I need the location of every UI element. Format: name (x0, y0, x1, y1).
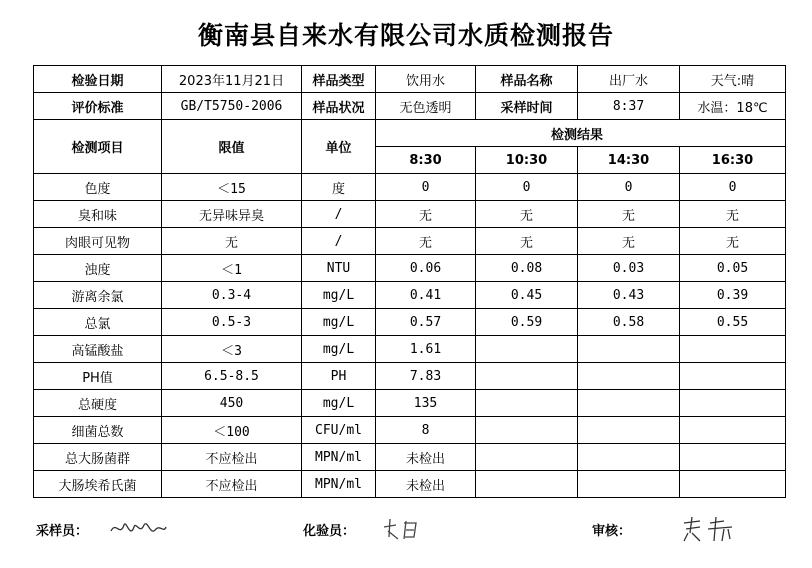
table-row (34, 228, 786, 255)
table-row (34, 444, 786, 471)
result-value-3: 无 (578, 228, 680, 255)
header-time-3: 14:30 (578, 147, 680, 174)
limit-value: 不应检出 (162, 444, 302, 471)
unit-value: mg/L (302, 309, 376, 336)
standard-label: 评价标准 (34, 93, 162, 120)
item-name: 色度 (34, 174, 162, 201)
table-row (34, 336, 786, 363)
result-value-1: 7.83 (376, 363, 476, 390)
sample-status-value: 无色透明 (376, 93, 476, 120)
limit-value: ＜3 (162, 336, 302, 363)
result-value-1: 无 (376, 228, 476, 255)
sampler-signature (108, 515, 168, 543)
item-name: 总氯 (34, 309, 162, 336)
table-row (34, 390, 786, 417)
table-row (34, 201, 786, 228)
sample-name-value: 出厂水 (578, 66, 680, 93)
result-value-1: 1.61 (376, 336, 476, 363)
limit-value: 450 (162, 390, 302, 417)
header-time-4: 16:30 (680, 147, 786, 174)
unit-value: MPN/ml (302, 471, 376, 498)
standard-value: GB/T5750-2006 (162, 93, 302, 120)
result-value-3 (578, 471, 680, 498)
result-value-3: 0.58 (578, 309, 680, 336)
limit-value: 6.5-8.5 (162, 363, 302, 390)
result-value-2: 0 (476, 174, 578, 201)
item-name: 大肠埃希氏菌 (34, 471, 162, 498)
tester-signature (380, 515, 430, 543)
result-value-3: 0 (578, 174, 680, 201)
result-value-1: 0.41 (376, 282, 476, 309)
report-table (33, 65, 786, 498)
result-value-4: 0 (680, 174, 786, 201)
result-value-3 (578, 444, 680, 471)
info-row-2 (34, 93, 786, 120)
limit-value: 不应检出 (162, 471, 302, 498)
result-value-4: 0.39 (680, 282, 786, 309)
header-time-1: 8:30 (376, 147, 476, 174)
tester-label: 化验员： (303, 524, 356, 539)
sample-type-value: 饮用水 (376, 66, 476, 93)
result-value-2 (476, 336, 578, 363)
result-value-3: 0.03 (578, 255, 680, 282)
sample-name-label: 样品名称 (476, 66, 578, 93)
limit-value: ＜1 (162, 255, 302, 282)
result-value-4 (680, 444, 786, 471)
result-value-1: 无 (376, 201, 476, 228)
unit-value: / (302, 228, 376, 255)
reviewer-label: 审核： (592, 524, 632, 539)
result-value-2 (476, 417, 578, 444)
result-value-2: 无 (476, 228, 578, 255)
date-label: 检验日期 (34, 66, 162, 93)
result-value-2 (476, 363, 578, 390)
result-value-4 (680, 363, 786, 390)
result-value-4: 无 (680, 201, 786, 228)
unit-value: CFU/ml (302, 417, 376, 444)
date-value: 2023年11月21日 (162, 66, 302, 93)
header-row-1 (34, 120, 786, 147)
table-row (34, 309, 786, 336)
info-row-1 (34, 66, 786, 93)
result-value-2 (476, 444, 578, 471)
unit-value: mg/L (302, 336, 376, 363)
limit-value: ＜15 (162, 174, 302, 201)
table-row (34, 363, 786, 390)
unit-value: mg/L (302, 282, 376, 309)
sampling-time-label: 采样时间 (476, 93, 578, 120)
result-value-1: 8 (376, 417, 476, 444)
result-value-1: 未检出 (376, 471, 476, 498)
weather: 天气:晴 (680, 66, 786, 93)
result-value-3 (578, 417, 680, 444)
result-value-2 (476, 390, 578, 417)
result-value-4 (680, 336, 786, 363)
sampler-label: 采样员： (36, 524, 89, 539)
result-value-4 (680, 417, 786, 444)
result-value-4: 0.05 (680, 255, 786, 282)
table-row (34, 282, 786, 309)
header-time-2: 10:30 (476, 147, 578, 174)
sample-type-label: 样品类型 (302, 66, 376, 93)
header-unit: 单位 (302, 120, 376, 174)
item-name: PH值 (34, 363, 162, 390)
item-name: 总硬度 (34, 390, 162, 417)
sampling-time-value: 8:37 (578, 93, 680, 120)
item-name: 高锰酸盐 (34, 336, 162, 363)
item-name: 总大肠菌群 (34, 444, 162, 471)
result-value-2: 0.45 (476, 282, 578, 309)
water-temperature: 水温：18℃ (680, 93, 786, 120)
unit-value: mg/L (302, 390, 376, 417)
header-results: 检测结果 (376, 120, 786, 147)
unit-value: NTU (302, 255, 376, 282)
unit-value: / (302, 201, 376, 228)
reviewer-signature (680, 515, 740, 545)
header-item: 检测项目 (34, 120, 162, 174)
item-name: 肉眼可见物 (34, 228, 162, 255)
limit-value: 无 (162, 228, 302, 255)
result-value-3: 0.43 (578, 282, 680, 309)
item-name: 臭和味 (34, 201, 162, 228)
result-value-1: 0 (376, 174, 476, 201)
result-value-2: 0.59 (476, 309, 578, 336)
result-value-1: 0.57 (376, 309, 476, 336)
limit-value: 0.3-4 (162, 282, 302, 309)
unit-value: MPN/ml (302, 444, 376, 471)
table-row (34, 471, 786, 498)
result-value-1: 135 (376, 390, 476, 417)
result-value-3 (578, 336, 680, 363)
item-name: 细菌总数 (34, 417, 162, 444)
result-value-2: 无 (476, 201, 578, 228)
unit-value: 度 (302, 174, 376, 201)
result-value-4 (680, 471, 786, 498)
header-limit: 限值 (162, 120, 302, 174)
item-name: 游离余氯 (34, 282, 162, 309)
result-value-1: 0.06 (376, 255, 476, 282)
sample-status-label: 样品状况 (302, 93, 376, 120)
result-value-4 (680, 390, 786, 417)
limit-value: 无异味异臭 (162, 201, 302, 228)
result-value-4: 0.55 (680, 309, 786, 336)
result-value-1: 未检出 (376, 444, 476, 471)
table-row (34, 255, 786, 282)
result-value-3: 无 (578, 201, 680, 228)
result-value-3 (578, 363, 680, 390)
result-value-4: 无 (680, 228, 786, 255)
result-value-2: 0.08 (476, 255, 578, 282)
limit-value: ＜100 (162, 417, 302, 444)
report-title: 衡南县自来水有限公司水质检测报告 (197, 21, 614, 50)
unit-value: PH (302, 363, 376, 390)
result-value-3 (578, 390, 680, 417)
item-name: 浊度 (34, 255, 162, 282)
limit-value: 0.5-3 (162, 309, 302, 336)
table-row (34, 174, 786, 201)
result-value-2 (476, 471, 578, 498)
table-row (34, 417, 786, 444)
